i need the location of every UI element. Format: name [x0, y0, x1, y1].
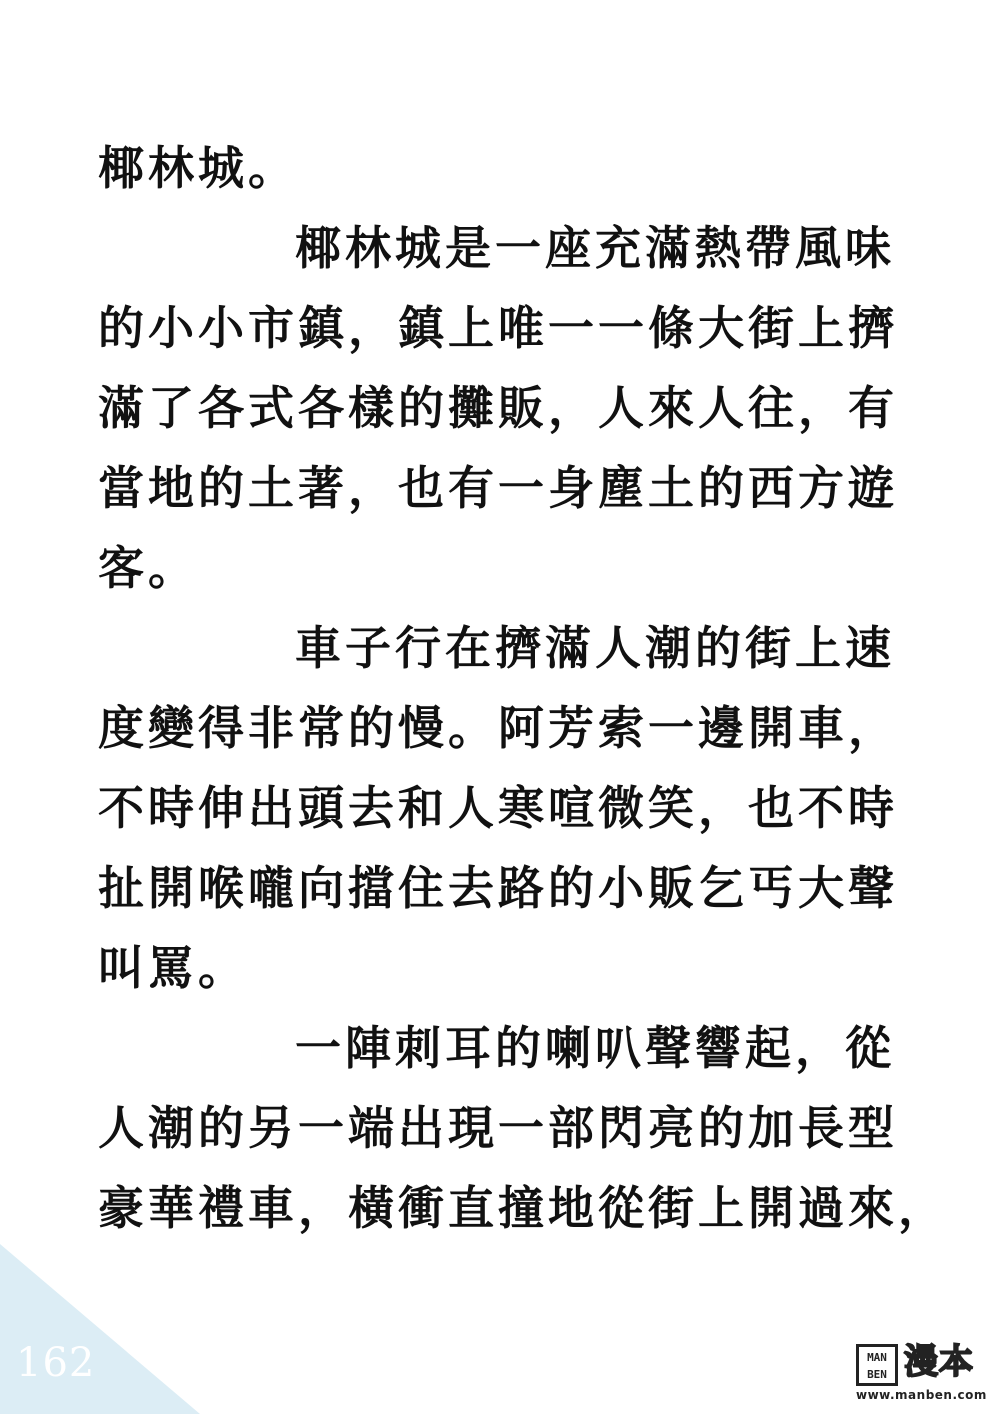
text-line: 人潮的另一端出現一部閃亮的加長型 — [98, 1101, 898, 1155]
logo-title: 漫本 — [904, 1342, 974, 1382]
page-number: 162 — [16, 1340, 96, 1386]
text-line: 豪華禮車，橫衝直撞地從街上開過來， — [98, 1181, 948, 1235]
text-line: 叫罵。 — [98, 941, 248, 995]
text-line: 客。 — [98, 541, 198, 595]
text-line: 度變得非常的慢。阿芳索一邊開車， — [98, 701, 898, 755]
logo-mark-top: MAN — [867, 1351, 887, 1364]
text-line: 的小小市鎮，鎮上唯一一條大街上擠 — [98, 301, 898, 355]
text-line: 車子行在擠滿人潮的街上速 — [295, 621, 895, 675]
logo-mark-icon — [856, 1344, 898, 1386]
text-line: 當地的土著，也有一身塵土的西方遊 — [98, 461, 898, 515]
text-line: 滿了各式各樣的攤販，人來人往，有 — [98, 381, 898, 435]
logo-mark-bottom: BEN — [867, 1368, 887, 1381]
corner-triangle — [0, 1244, 200, 1414]
text-line: 椰林城是一座充滿熱帶風味 — [295, 221, 895, 275]
watermark-logo — [856, 1344, 990, 1402]
text-line: 不時伸出頭去和人寒喧微笑，也不時 — [98, 781, 898, 835]
text-line: 扯開喉嚨向擋住去路的小販乞丐大聲 — [98, 861, 898, 915]
logo-url: www.manben.com — [856, 1388, 987, 1402]
text-line: 椰林城。 — [98, 141, 298, 195]
text-line: 一陣刺耳的喇叭聲響起，從 — [295, 1021, 895, 1075]
body-text — [98, 128, 948, 1248]
